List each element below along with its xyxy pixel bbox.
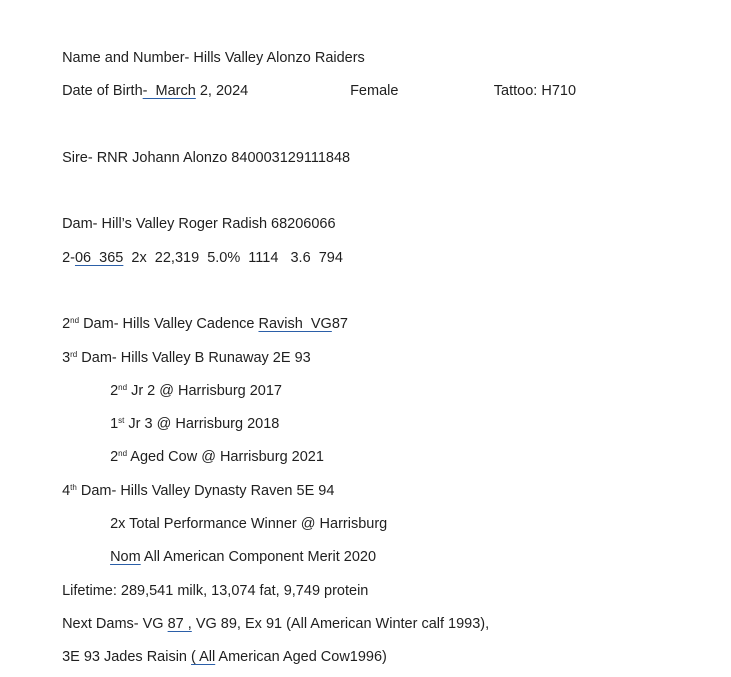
second-dam-ordinal: 2	[62, 316, 71, 332]
award-text: Jr 3 @ Harrisburg 2018	[124, 416, 280, 432]
fourth-dam-line	[54, 464, 334, 500]
second-dam-line	[54, 297, 348, 333]
award-ordinal: 2	[110, 449, 119, 465]
award-suffix: st	[118, 416, 125, 425]
next-dams-prefix: Next Dams- VG	[62, 616, 168, 632]
third-dam-award	[102, 397, 279, 433]
second-dam-suffix: nd	[70, 316, 80, 325]
next-dams-line-2	[54, 630, 387, 666]
sex-text: Female	[350, 83, 399, 99]
dam-line	[54, 197, 336, 233]
fourth-dam-award	[102, 530, 376, 566]
award-suffix: nd	[118, 449, 128, 458]
dam-record	[54, 231, 343, 267]
third-dam-award	[102, 430, 324, 466]
dob-day-year: 2, 2024	[195, 83, 249, 99]
name-and-number	[54, 31, 365, 67]
dam-record-prefix: 2-	[62, 250, 75, 266]
next-dams-link[interactable]: 87 ,	[167, 616, 192, 632]
dam-record-link[interactable]: 06 365	[74, 250, 124, 266]
date-of-birth-line	[54, 64, 248, 100]
fourth-dam-ordinal: 4	[62, 483, 71, 499]
sire-line	[54, 131, 350, 167]
tattoo	[486, 64, 576, 100]
dam-record-values: 2x 22,319 5.0% 1114 3.6 794	[123, 250, 343, 266]
nom-link[interactable]: Nom	[110, 549, 141, 565]
award-ordinal: 2	[110, 383, 119, 399]
name-and-number-text: Name and Number- Hills Valley Alonzo Raiders	[62, 50, 365, 66]
sex	[342, 64, 398, 100]
second-dam-text: Dam- Hills Valley Cadence	[79, 316, 259, 332]
next-dams-line2-rest: American Aged Cow1996)	[215, 649, 387, 665]
fourth-dam-award	[102, 497, 387, 533]
fourth-dam-suffix: th	[70, 483, 77, 492]
sire-text: Sire- RNR Johann Alonzo 840003129111848	[62, 150, 351, 166]
third-dam-text: Dam- Hills Valley B Runaway 2E 93	[77, 350, 311, 366]
award-suffix: nd	[118, 383, 128, 392]
second-dam-link[interactable]: Ravish VG	[258, 316, 332, 332]
dob-label: Date of Birth	[62, 83, 143, 99]
third-dam-line	[54, 331, 311, 367]
dob-month[interactable]: - March	[142, 83, 196, 99]
next-dams-line2-link[interactable]: ( All	[191, 649, 216, 665]
third-dam-suffix: rd	[70, 350, 78, 359]
next-dams-line	[54, 597, 489, 633]
award-text: Jr 2 @ Harrisburg 2017	[127, 383, 282, 399]
award-ordinal: 1	[110, 416, 119, 432]
next-dams-line2-prefix: 3E 93 Jades Raisin	[62, 649, 192, 665]
tattoo-text: Tattoo: H710	[493, 83, 577, 99]
fourth-dam-text: Dam- Hills Valley Dynasty Raven 5E 94	[76, 483, 335, 499]
award-text: Aged Cow @ Harrisburg 2021	[127, 449, 324, 465]
next-dams-rest: VG 89, Ex 91 (All American Winter calf 1993),	[191, 616, 490, 632]
lifetime-text: Lifetime: 289,541 milk, 13,074 fat, 9,749 protein	[62, 583, 369, 599]
third-dam-award	[102, 364, 282, 400]
dam-text: Dam- Hill’s Valley Roger Radish 68206066	[62, 216, 336, 232]
third-dam-ordinal: 3	[62, 350, 71, 366]
award-text: All American Component Merit 2020	[140, 549, 377, 565]
award-text: 2x Total Performance Winner @ Harrisburg	[110, 516, 388, 532]
lifetime-line	[54, 564, 368, 600]
second-dam-score: 87	[331, 316, 348, 332]
